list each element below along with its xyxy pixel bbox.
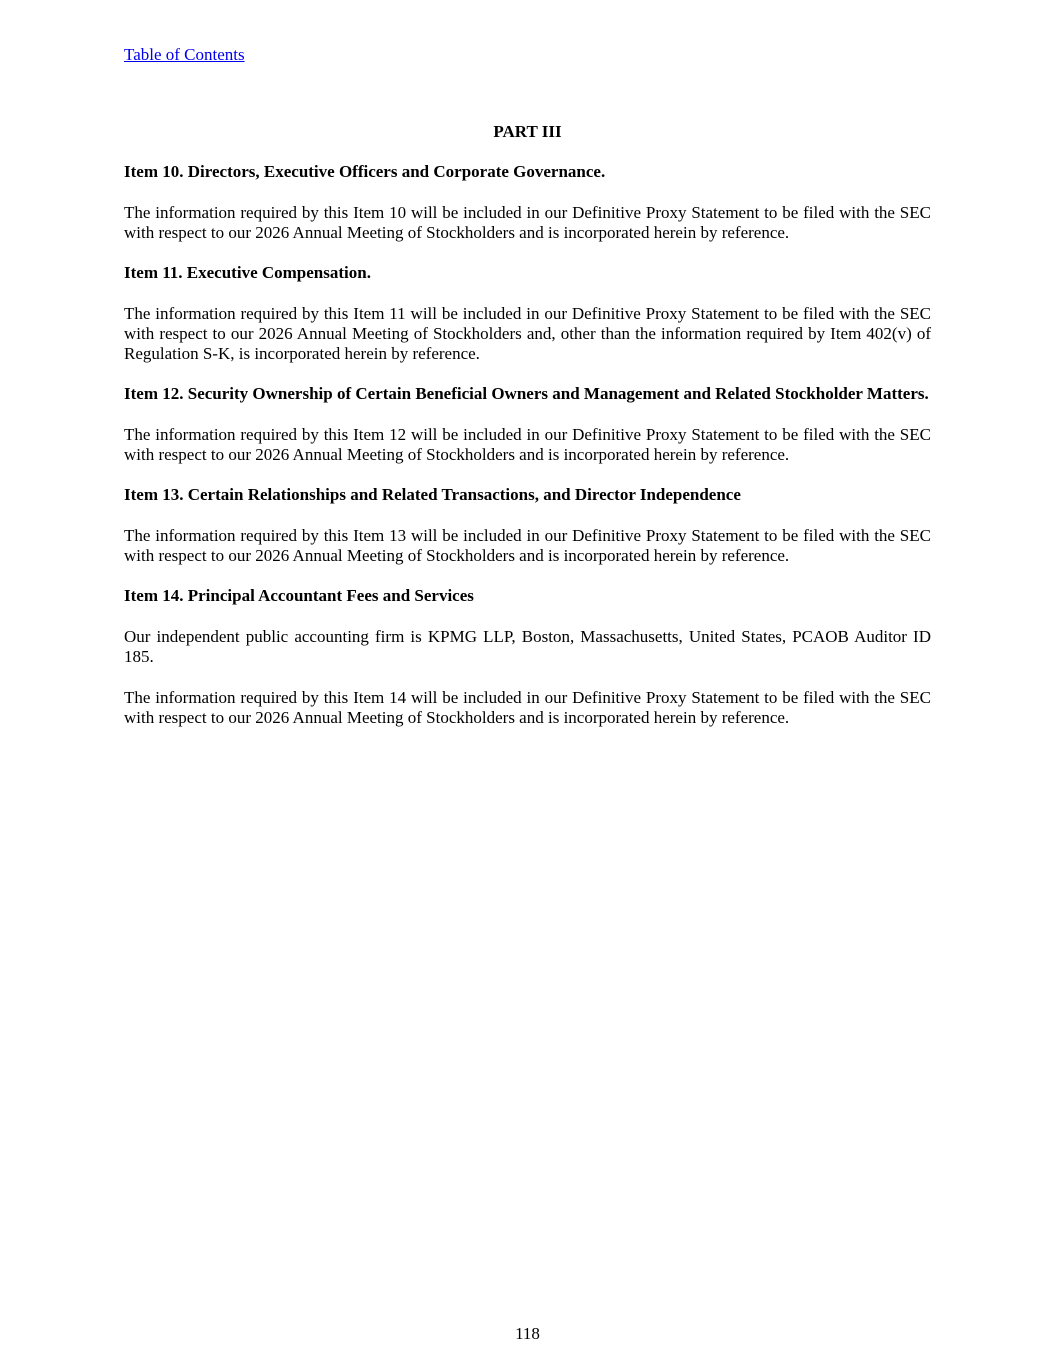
item-13-heading: Item 13. Certain Relationships and Related Transactions, and Director Independence [124,485,741,504]
item-14-paragraph-2: The information required by this Item 14 will be included in our Definitive Proxy Statement to be filed with the SEC with respect to our 2026 Annual Meeting of Stockholders and is incorporated herein by reference. [124,688,931,727]
section-item-10 [124,162,931,243]
item-10-heading: Item 10. Directors, Executive Officers and Corporate Governance. [124,162,606,181]
item-14-heading: Item 14. Principal Accountant Fees and Services [124,586,474,605]
item-11-paragraph: The information required by this Item 11 will be included in our Definitive Proxy Statement to be filed with the SEC with respect to our 2026 Annual Meeting of Stockholders and, other than the information required by Item 402(v) of Regulation S-K, is incorporated herein by reference. [124,304,931,363]
table-of-contents-link[interactable]: Table of Contents [124,45,245,64]
item-12-heading: Item 12. Security Ownership of Certain Beneficial Owners and Management and Related Stockholder Matters. [124,384,929,403]
page-number: 118 [515,1324,540,1343]
item-14-paragraph-1: Our independent public accounting firm is KPMG LLP, Boston, Massachusetts, United States, PCAOB Auditor ID 185. [124,627,931,666]
item-12-paragraph: The information required by this Item 12 will be included in our Definitive Proxy Statement to be filed with the SEC with respect to our 2026 Annual Meeting of Stockholders and is incorporated herein by reference. [124,425,931,464]
section-item-14 [124,586,931,728]
section-item-11 [124,263,931,364]
item-13-paragraph: The information required by this Item 13 will be included in our Definitive Proxy Statement to be filed with the SEC with respect to our 2026 Annual Meeting of Stockholders and is incorporated herein by reference. [124,526,931,565]
item-10-paragraph: The information required by this Item 10 will be included in our Definitive Proxy Statement to be filed with the SEC with respect to our 2026 Annual Meeting of Stockholders and is incorporated herein by reference. [124,203,931,242]
section-item-12 [124,384,931,465]
section-item-13 [124,485,931,566]
item-11-heading: Item 11. Executive Compensation. [124,263,371,282]
part-iii-heading: PART III [493,122,562,141]
